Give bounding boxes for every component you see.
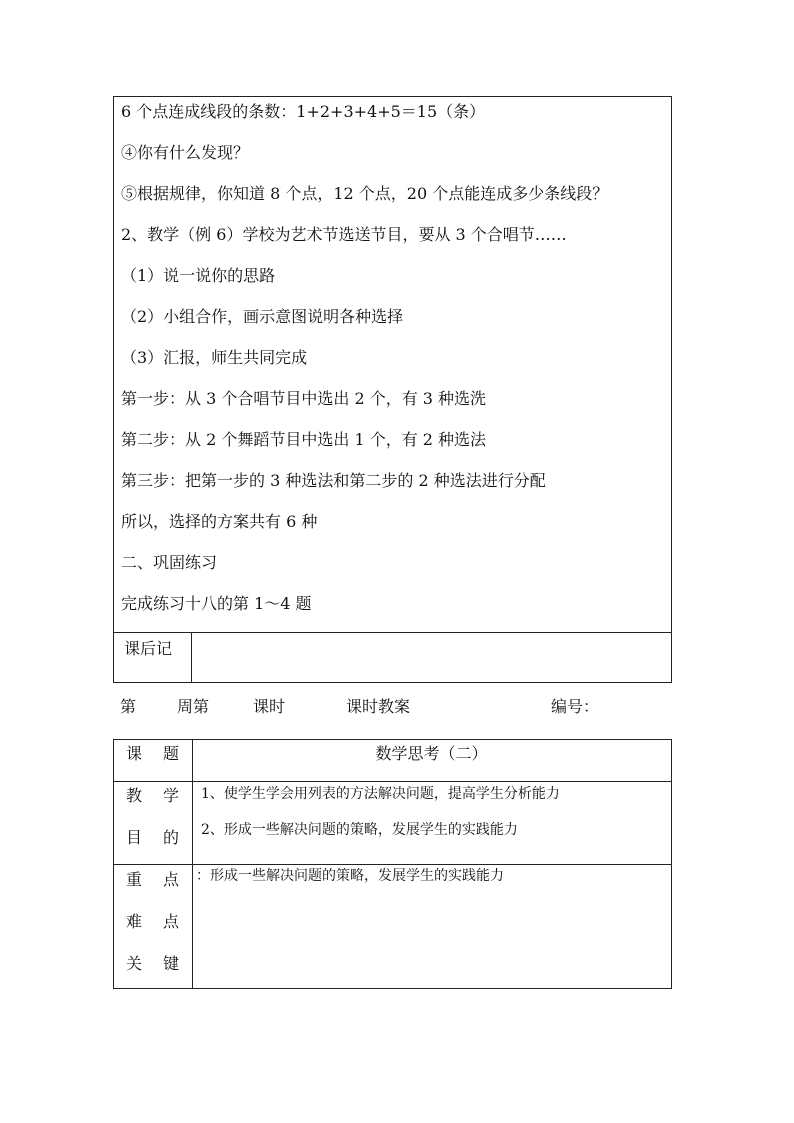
keypoints-value: ：形成一些解决问题的策略，发展学生的实践能力 <box>196 868 504 884</box>
topic-label-char: 题 <box>163 744 180 763</box>
lesson-content-body <box>114 97 671 632</box>
content-line: ⑤根据规律，你知道 8 个点，12 个点，20 个点能连成多少条线段？ <box>121 184 609 203</box>
row-divider <box>114 864 671 865</box>
lesson-label: 课时 <box>253 697 286 716</box>
topic-value: 数学思考（二） <box>375 744 488 763</box>
content-line: （2）小组合作，画示意图说明各种选择 <box>121 307 404 326</box>
objectives-label-char: 教 <box>126 786 143 805</box>
keypoints-label-char: 点 <box>163 912 180 931</box>
content-line: 2、教学（例 6）学校为艺术节选送节目，要从 3 个合唱节…… <box>121 225 567 244</box>
topic-label <box>114 744 192 786</box>
content-line: （3）汇报，师生共同完成 <box>121 348 308 367</box>
objectives-label <box>114 786 192 870</box>
keypoints-label-char: 难 <box>126 912 143 931</box>
keypoints-label-char: 重 <box>126 870 143 889</box>
content-line: 所以，选择的方案共有 6 种 <box>121 512 318 531</box>
notes-label: 课后记 <box>114 633 192 682</box>
content-line: ④你有什么发现？ <box>121 143 250 162</box>
objective-item: 2、形成一些解决问题的策略，发展学生的实践能力 <box>201 822 518 838</box>
number-label: 编号： <box>551 697 600 716</box>
objectives-label-char: 目 <box>126 828 143 847</box>
keypoints-label-char: 关 <box>126 954 143 973</box>
lesson-content-table <box>113 96 672 683</box>
content-line: （1）说一说你的思路 <box>121 266 276 285</box>
keypoints-label-char: 点 <box>163 870 180 889</box>
objective-item: 1、使学生学会用列表的方法解决问题，提高学生分析能力 <box>201 786 560 802</box>
notes-cell <box>192 633 671 682</box>
topic-label-char: 课 <box>126 744 143 763</box>
objectives-label-char: 学 <box>163 786 180 805</box>
content-line: 第二步：从 2 个舞蹈节目中选出 1 个，有 2 种选法 <box>121 430 487 449</box>
week-mid-label: 周第 <box>177 697 210 716</box>
section-heading: 二、巩固练习 <box>121 553 218 572</box>
content-line: 第三步：把第一步的 3 种选法和第二步的 2 种选法进行分配 <box>121 471 546 490</box>
keypoints-label <box>114 870 192 996</box>
keypoints-label-char: 键 <box>163 954 180 973</box>
content-line: 6 个点连成线段的条数：1+2+3+4+5＝15（条） <box>121 102 486 121</box>
row-divider <box>114 781 671 782</box>
lesson-plan-table <box>113 739 672 989</box>
content-line: 完成练习十八的第 1～4 题 <box>121 594 312 613</box>
content-line: 第一步：从 3 个合唱节目中选出 2 个，有 3 种选洗 <box>121 389 487 408</box>
week-label: 第 <box>120 697 137 716</box>
plan-label: 课时教案 <box>346 697 411 716</box>
objectives-label-char: 的 <box>163 828 180 847</box>
